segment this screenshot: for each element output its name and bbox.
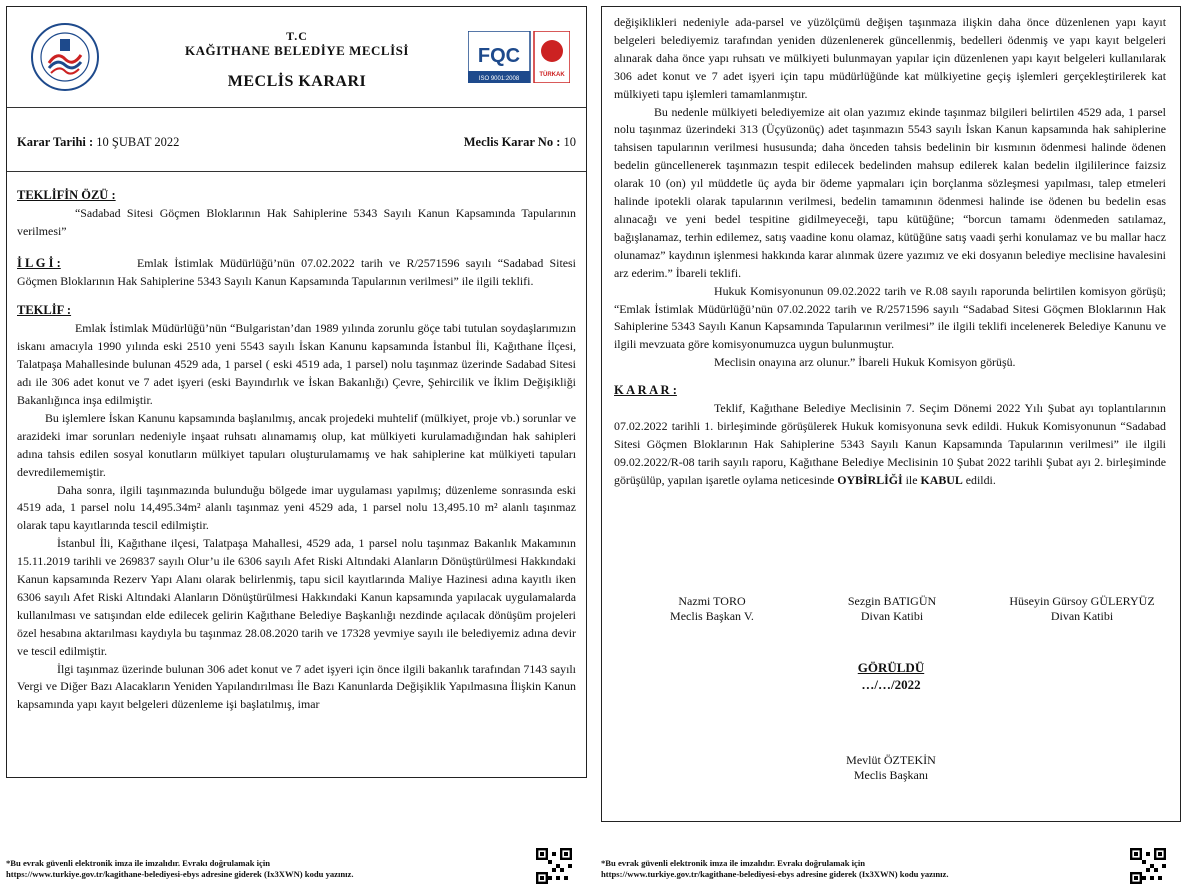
teklif-paragraph-4: İstanbul İli, Kağıthane ilçesi, Talatpaşa Mahallesi, 4529 ada, 1 parsel nolu taşınmaz Bakanlık Makamının 15.11.2019 tarihli ve 269837 sayılı Olur’u ile 6306 sayılı Afet Riski Altındaki Alanların Dönüştürülmesi Hakkındaki Kanun kapsamında Rezerv Yapı Alanı olarak belirlenmiş, tapu sicil kayıtlarında Maliye Hazinesi adına kayıtlı iken 6306 sayılı Afet Riski Altındaki Alanların Dönüştürülmesi Hakkındaki Kanun kapsamında yapılacak uygulamalarda kullanılması ve satışından elde edilecek gelirin Kağıthane Belediye Başkanlığı nezdinde açılacak dönüşüm projeleri özel hesabına aktarılması kaydıyla bu taşınmaz 28.08.2020 tarih ve 17328 yevmiye sayılı ile belediyemiz adına devir ve tescil edilmiştir.: [17, 536, 576, 658]
ilgi-text: Emlak İstimlak Müdürlüğü’nün 07.02.2022 tarih ve R/2571596 sayılı “Sadabad Sitesi Göçmen Bloklarının Hak Sahiplerine 5343 Sayılı Kanun Kapsamında Tapularının verilmesi” ile ilgili teklifi.: [17, 255, 576, 288]
commission-closing: Meclisin onayına arz olunur.” İbareli Hukuk Komisyon görüşü.: [714, 355, 1016, 370]
signer-name: Hüseyin Gürsoy GÜLERYÜZ: [1009, 594, 1155, 608]
svg-text:ISO 9001:2008: ISO 9001:2008: [478, 76, 520, 82]
svg-text:FQC: FQC: [477, 45, 521, 67]
decision-number: 10: [560, 135, 576, 149]
right-body: [614, 14, 1166, 490]
ozu-text: “Sadabad Sitesi Göçmen Bloklarının Hak Sahiplerine 5343 Sayılı Kanun Kapsamında Tapularının verilmesi”: [17, 205, 576, 238]
signer-role: Meclis Başkan V.: [670, 609, 754, 623]
header-rule: [7, 107, 586, 108]
commission-paragraph: Hukuk Komisyonunun 09.02.2022 tarih ve R.08 sayılı raporunda belirtilen komisyon görüşü; “Emlak İstimlak Müdürlüğü’nün 07.02.2022 tarih ve R/2571596 sayılı “Sadabad Sitesi Göçmen Bloklarının Hak Sahiplerine 5343 Sayılı Kanun Kapsamında Tapularının verilmesi” ile ilgili teklifi incelenerek Belediye Kanunu ve ilgili mevzuata göre komisyonumuzca uygun bulunmuştur.: [614, 283, 1166, 352]
proposal-paragraph: Bu nedenle mülkiyeti belediyemize ait olan yazımız ekinde taşınmaz bilgileri belirtilen 4529 ada, 1 parsel nolu taşınmaz üzerindeki 313 (Üçyüzonüç) adet taşınmazın 5543 sayılı İskan Kanun kapsamında hak sahiplerine tahsisen tapularının verilmesi hususunda; daha önceden tahsis bedelinin bir kısmının ödenmesi halinde ödenen bedelin güncellenerek taşınmazın tespit edilecek bedelinden mahsup edilerek kalan bedelin ilgililerince faizsiz olarak 10 (on) yıl müddetle üç ayda bir ödeme yapmaları için borçlanma sözleşmesi yapılması, talep etmeleri halinde ipotekli olarak tapularının verilmesi, bedelin tamamının ödenmesi halinde ise ödenen bu bedelin esas alınacağı ve yeni bedel tespitine gidilmeyeceği, tapu kütüğüne; “borcun tamamı ödenmeden satılamaz, bağışlanamaz, terhin edilemez, satış vaadine konu olamaz, kütüğüne satış vaadi şerhi konulamaz ve bu mallar hacz olunamaz” kaydının işlenmesi hakkında karar alınmak üzere yazımız ve eki dosyanın belediye meclisine havalesini arz ederim.” İbareli teklifi.: [614, 104, 1166, 280]
mayor-name: Mevlüt ÖZTEKİN: [846, 753, 936, 767]
teklif-paragraph-5: İlgi taşınmaz üzerinde bulunan 306 adet konut ve 7 adet işyeri için önce ilgili bakanlık tarafından 7143 sayılı Vergi ve Diğer Bazı Alacakların Yeniden Yapılandırılması İle Bazı Kanunlarda Değişiklik Yapılmasına İlişkin Kanun kapsamında yapı kayıt belgeleri düzenleme işi başlatılmış, imar: [17, 661, 576, 712]
ilgi-title: İ L G İ :: [17, 255, 61, 270]
svg-text:TÜRKAK: TÜRKAK: [539, 72, 565, 78]
decision-date: 10 ŞUBAT 2022: [93, 135, 180, 149]
esign-note: *Bu evrak güvenli elektronik imza ile imzalıdır. Evrakı doğrulamak için: [6, 858, 271, 868]
signer-name: Nazmi TORO: [678, 594, 746, 608]
approval-date: …/…/2022: [861, 677, 921, 692]
certification-logos: [468, 31, 570, 83]
signer-role: Divan Katibi: [860, 609, 924, 623]
approval-block: [602, 659, 1180, 693]
signer-name: Sezgin BATIGÜN: [847, 594, 937, 608]
ozu-title: TEKLİFİN ÖZÜ :: [17, 188, 116, 202]
teklif-title: TEKLİF :: [17, 303, 72, 318]
verify-url: https://www.turkiye.gov.tr/kagithane-belediyesi-ebys adresine giderek (Ix3XWN) kodu yazınız.: [6, 869, 354, 879]
qr-code-icon: [536, 848, 572, 884]
right-footer: [601, 858, 949, 880]
decision-date-label: Karar Tarihi :: [17, 135, 94, 149]
approval-title: GÖRÜLDÜ: [857, 660, 925, 675]
teklif-paragraph-3: Daha sonra, ilgili taşınmazında bulunduğu bölgede imar uygulaması yapılmış; düzenleme sonrasında eski 4519 ada, 1 parsel nolu 14,495.34m² alanlı taşınmaz yeni 4529 ada, 1 parsel nolu 13,495.10 m² alanlı taşınmaz olarak tapu kayıtlarında tescil edilmiştir.: [17, 482, 576, 533]
karar-title: K A R A R :: [614, 383, 677, 398]
signature-chair-deputy: [632, 594, 792, 624]
qr-code-icon: [1130, 848, 1166, 884]
accepted-text: KABUL: [920, 472, 963, 487]
teklif-paragraph-2: Bu işlemlere İskan Kanunu kapsamında başlanılmış, ancak projedeki muhtelif (mülkiyet, proje vb.) sorunlar ve arazideki imar sorunları nedeniyle inşaat ruhsatı alınamamış olup, kat mülkiyeti kurulamadığından hak sahipleri adına tahsis edilen sosyal konutların mülkiyet tapuları oluşturulamamış ve hak sahiplerine kat mülkiyeti tapuları devredilememiştir.: [17, 410, 576, 479]
tc-label: T.C: [286, 29, 308, 43]
verify-url: https://www.turkiye.gov.tr/kagithane-belediyesi-ebys adresine giderek (Ix3XWN) kodu yazınız.: [601, 869, 949, 879]
mayor-signature: [602, 753, 1180, 783]
document-title: MECLİS KARARI: [227, 73, 367, 90]
unanimity-text: OYBİRLİĞİ: [837, 472, 903, 487]
decision-meta: [17, 135, 576, 150]
document-header: [7, 7, 586, 107]
council-name: KAĞITHANE BELEDİYE MECLİSİ: [185, 43, 409, 58]
left-footer: [6, 858, 354, 880]
teklif-paragraph-1: Emlak İstimlak Müdürlüğü’nün “Bulgaristan’dan 1989 yılında zorunlu göçe tabi tutulan soydaşlarımızın iskanı amacıyla 1990 yılında eski 2510 yeni 5543 sayılı İskan Kanunu kapsamında İstanbul İli, Kağıthane İlçesi, Talatpaşa Mahallesinde bulunan 4529 ada, 1 parsel ( eski 4519 ada, 1 parsel) nolu taşınmaz üzerinde Sadabad Sitesi adı ile 306 adet konut ve 7 adet işyeri (eski Bayındırlık ve İskan Bakanlığı) Çevre, Şehircilik ve İklim Değişikliği Bakanlığınca inşa edilmiştir.: [17, 321, 576, 407]
signature-clerk-2: [987, 594, 1177, 624]
left-body: [17, 187, 576, 714]
municipality-logo: [29, 21, 101, 93]
left-page: [6, 6, 587, 778]
right-page: [601, 6, 1181, 822]
meta-rule: [7, 171, 586, 172]
esign-note: *Bu evrak güvenli elektronik imza ile imzalıdır. Evrakı doğrulamak için: [601, 858, 866, 868]
karar-text: Teklif, Kağıthane Belediye Meclisinin 7. Seçim Dönemi 2022 Yılı Şubat ayı toplantılarının 07.02.2022 tarihli 1. birleşiminde görüşülerek Hukuk komisyonuna sevk edildi. Hukuk Komisyonunun “Sadabad Sitesi Göçmen Bloklarının Hak Sahiplerine 5343 Sayılı Kanun Kapsamında Tapularının verilmesi” ile ilgili 09.02.2022/R-08 tarih sayılı raporu, Kağıthane Belediye Meclisinin 10 Şubat 2022 tarihli Şubat ayı 2. birleşiminde görüşülüp, yapılan işaretle oylama neticesinde OYBİRLİĞİ ile KABUL edildi.: [614, 401, 1166, 487]
continuation-paragraph: değişiklikleri nedeniyle ada-parsel ve yüzölçümü değişen taşınmaza ilişkin daha önce düzenlenen yapı kayıt belgeleri belediyemiz tarafından yeniden düzenlenerek güncellenmiş, bedelleri ödenmiş ve yapı kayıt belgeleri alınarak daha önce yapı ruhsatı ve mülkiyeti bulunmayan yapılar için düzenlenen yapı kayıt belgeleri kullanılarak 306 adet konut ve 7 adet işyeri için tapu müdürlüğünde kat mülkiyetine geçiş işlemleri gerçekleştirilerek kat mülkiyeti tapu işlemleri tamamlanmıştır.: [614, 15, 1166, 101]
signature-clerk-1: [812, 594, 972, 624]
mayor-role: Meclis Başkanı: [853, 768, 929, 782]
signer-role: Divan Katibi: [1050, 609, 1114, 623]
decision-number-label: Meclis Karar No :: [463, 135, 561, 149]
